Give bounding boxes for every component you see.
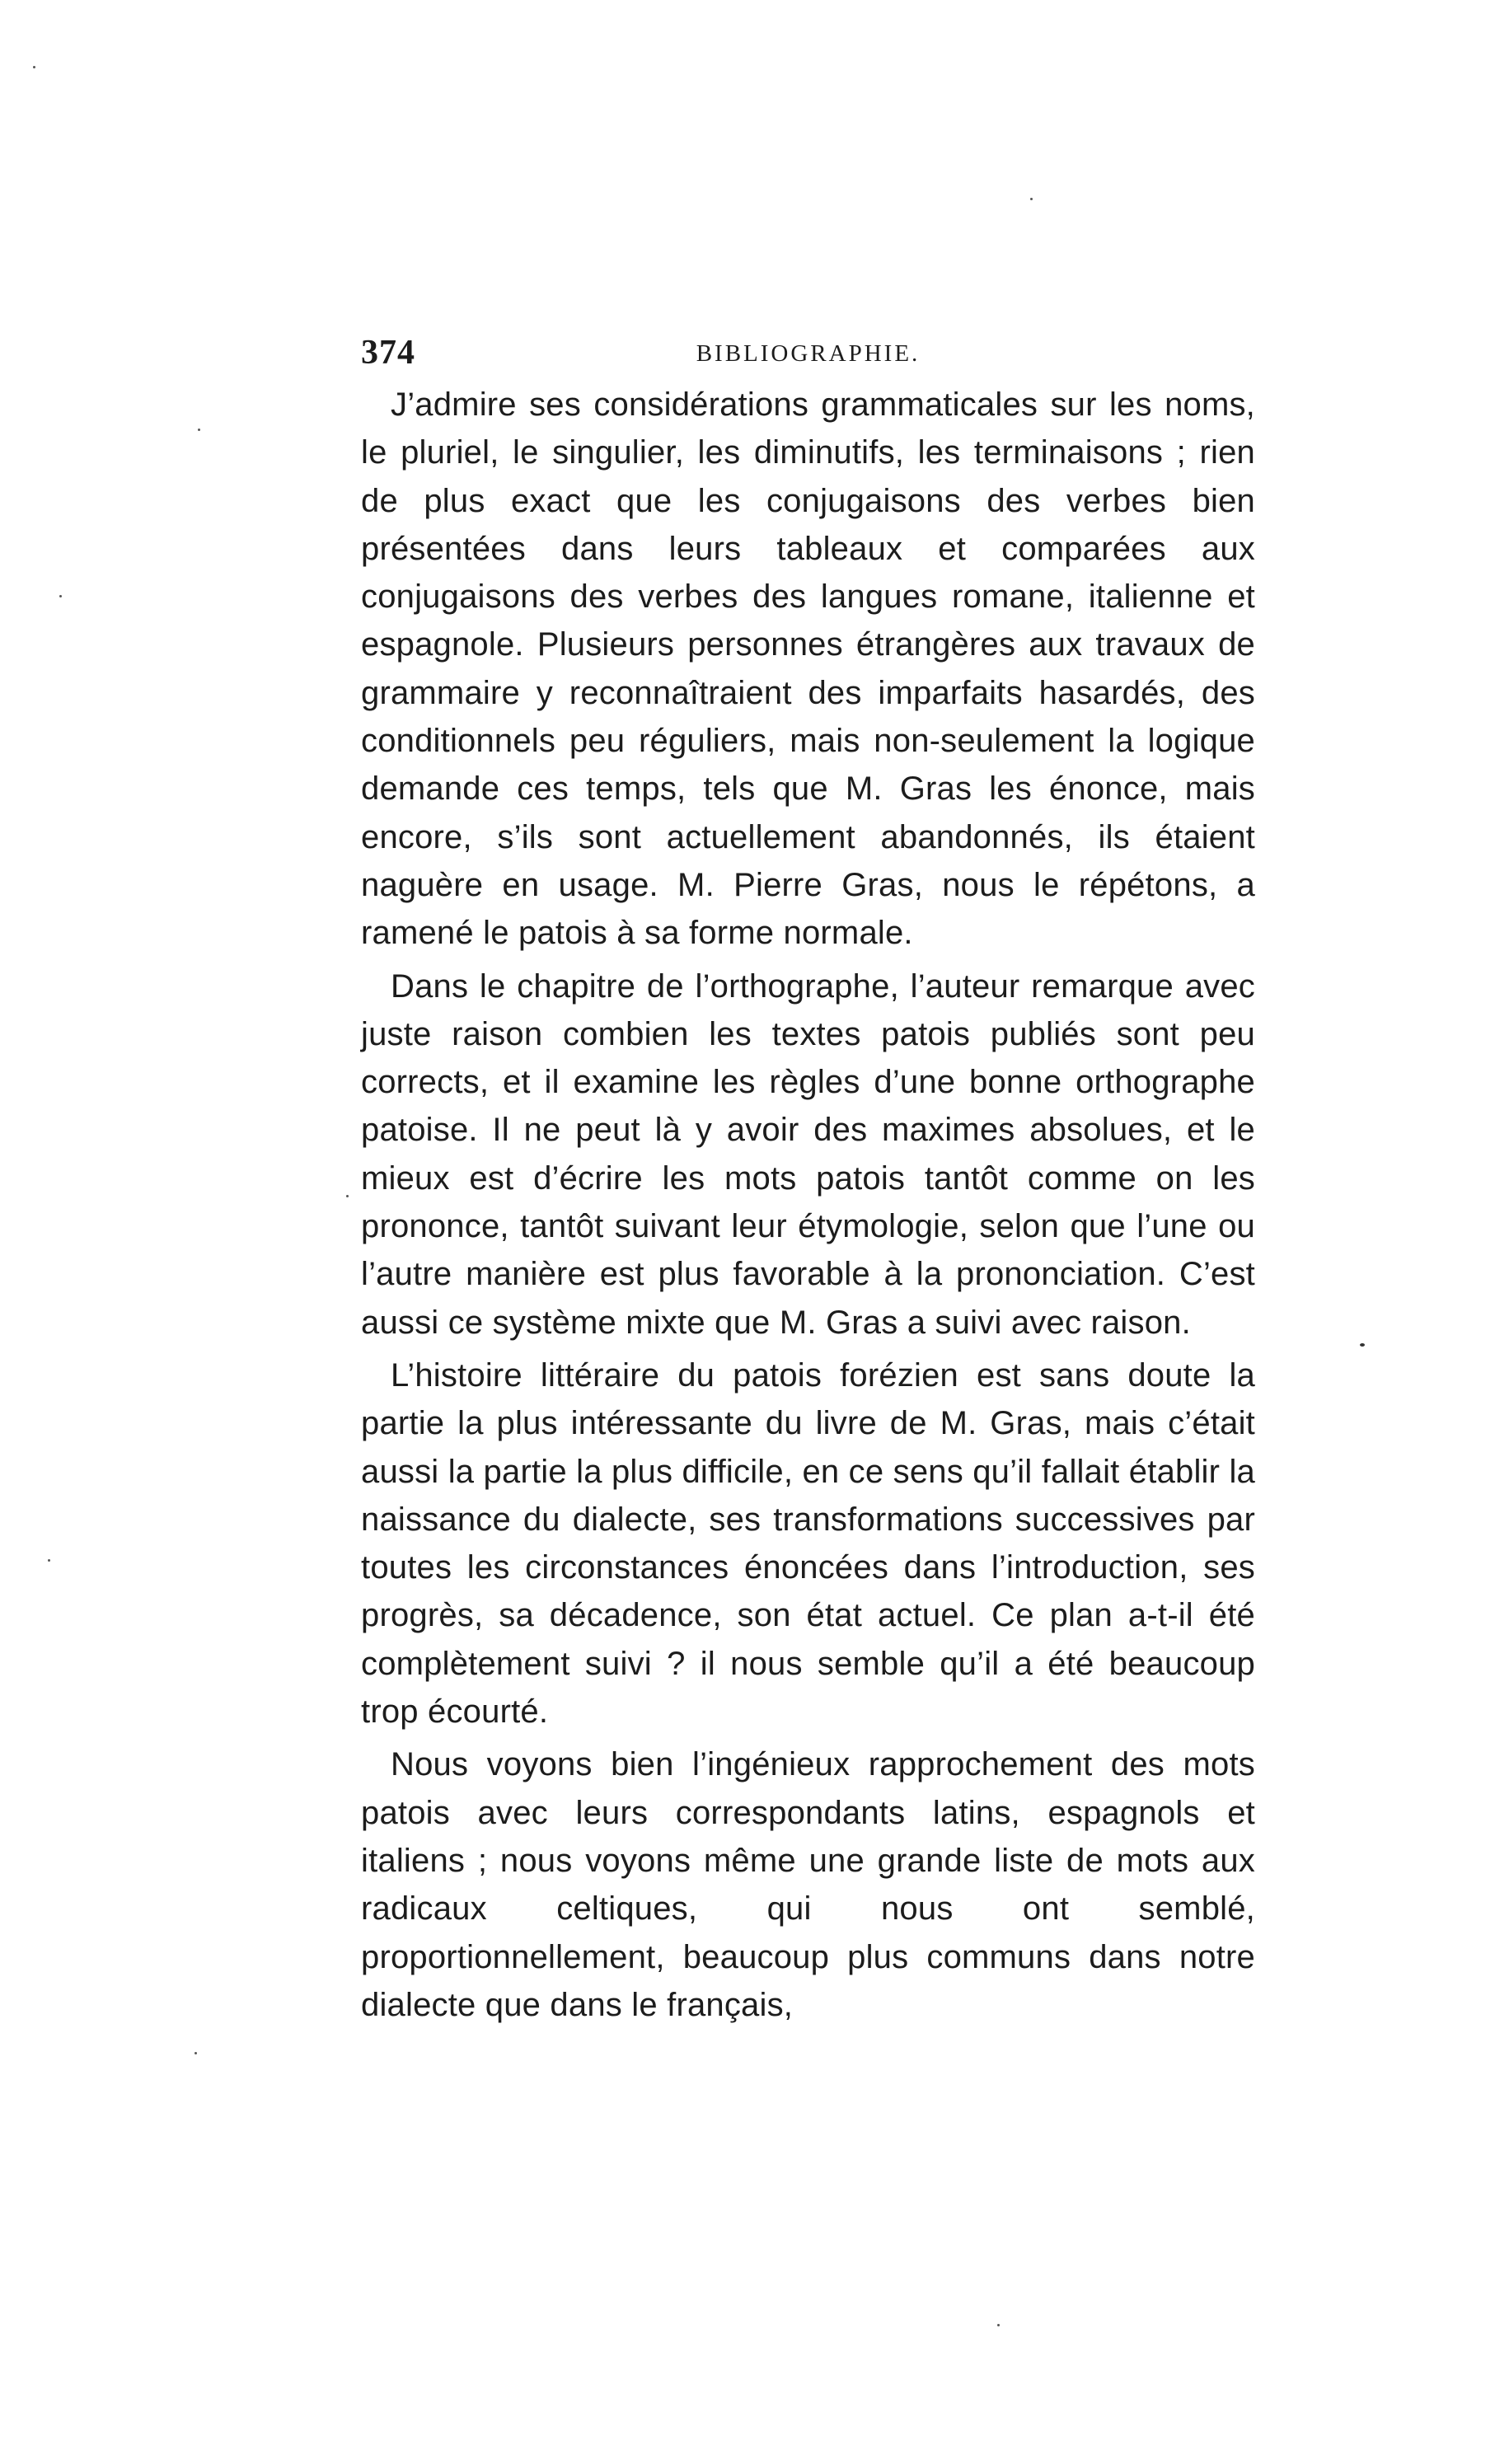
scan-speck: [194, 2052, 197, 2054]
scan-speck: [346, 1195, 349, 1197]
scan-speck: [59, 595, 62, 597]
scan-speck: [48, 1559, 50, 1562]
scan-speck: [997, 2324, 1000, 2326]
paragraph-3: L’histoire littéraire du patois forézien est sans doute la partie la plus intéressante du livre de M. Gras, mais c’était aussi la partie la plus difficile, en ce sens qu’il fallait établir la naissance du dialecte, ses transformations successives par toutes les circonstances énoncées dans l’introduction, ses progrès, sa décadence, son état actuel. Ce plan a-t-il été complètement suivi ? il nous semble qu’il a été beaucoup trop écourté.: [361, 1356, 1255, 1731]
scan-speck: [1360, 1343, 1365, 1347]
scan-speck: [1030, 198, 1033, 200]
section-title: BIBLIOGRAPHIE.: [696, 340, 921, 367]
body-text: [361, 381, 1255, 2034]
scan-speck: [198, 429, 200, 431]
paragraph-4: Nous voyons bien l’ingénieux rapprochement des mots patois avec leurs correspondants latins, espagnols et italiens ; nous voyons même une grande liste de mots aux radicaux celtiques, qui nous ont semblé, proportionnellement, beaucoup plus communs dans notre dialecte que dans le français,: [361, 1746, 1255, 2023]
paragraph-1: J’admire ses considérations grammaticales sur les noms, le pluriel, le singulier, les diminutifs, les terminaisons ; rien de plus exact que les conjugaisons des verbes bien présentées dans leurs tableaux et comparées aux conjugaisons des verbes des langues romane, italienne et espagnole. Plusieurs personnes étrangères aux travaux de grammaire y reconnaîtraient des imparfaits hasardés, des conditionnels peu réguliers, mais non-seulement la logique demande ces temps, tels que M. Gras les énonce, mais encore, s’ils sont actuellement abandonnés, ils étaient naguère en usage. M. Pierre Gras, nous le répétons, a ramené le patois à sa forme normale.: [361, 386, 1255, 952]
paragraph-2: Dans le chapitre de l’orthographe, l’auteur remarque avec juste raison combien les textes patois publiés sont peu corrects, et il examine les règles d’une bonne orthographe patoise. Il ne peut là y avoir des maximes absolues, et le mieux est d’écrire les mots patois tantôt comme on les prononce, tantôt suivant leur étymologie, selon que l’une ou l’autre manière est plus favorable à la prononciation. C’est aussi ce système mixte que M. Gras a suivi avec raison.: [361, 967, 1255, 1341]
page-number: 374: [361, 334, 415, 372]
scan-speck: [33, 66, 35, 68]
running-head: [361, 330, 1255, 376]
